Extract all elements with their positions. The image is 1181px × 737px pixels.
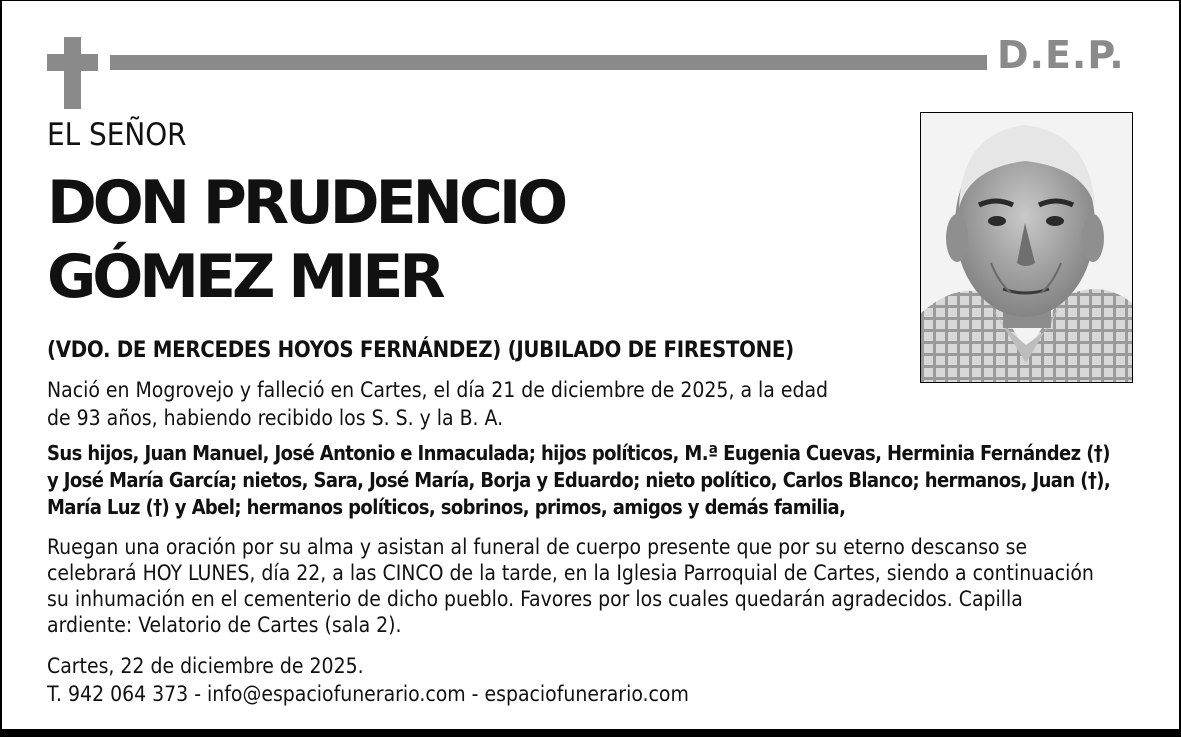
subtitle: (VDO. DE MERCEDES HOYOS FERNÁNDEZ) (JUBILADO DE FIRESTONE) <box>47 338 794 363</box>
family-paragraph <box>47 440 1147 521</box>
header-rule <box>110 55 987 70</box>
name-line: DON PRUDENCIO <box>47 168 565 238</box>
funeral-line: celebrará HOY LUNES, día 22, a las CINCO de la tarde, en la Iglesia Parroquial de Cartes, siendo a continuación <box>47 561 1094 585</box>
funeral-line: su inhumación en el cementerio de dicho pueblo. Favores por los cuales quedarán agradecidos. Capilla <box>47 587 1023 611</box>
honorific: EL SEÑOR <box>47 117 187 153</box>
family-line: y José María García; nietos, Sara, José María, Borja y Eduardo; nieto político, Carlos Blanco; hermanos, Juan (†), <box>47 468 1111 492</box>
funeral-line: Ruegan una oración por su alma y asistan al funeral de cuerpo presente que por su eterno descanso se <box>47 535 1028 559</box>
funeral-paragraph <box>47 534 1147 638</box>
contact-line: T. 942 064 373 - info@espaciofunerario.com - espaciofunerario.com <box>47 682 689 706</box>
portrait-photo <box>920 112 1133 383</box>
deceased-name <box>47 166 564 314</box>
family-line: María Luz (†) y Abel; hermanos políticos, sobrinos, primos, amigos y demás familia, <box>47 495 846 519</box>
family-line: Sus hijos, Juan Manuel, José Antonio e Inmaculada; hijos políticos, M.ª Eugenia Cuevas, Herminia Fernández (†) <box>47 441 1110 465</box>
name-line: GÓMEZ MIER <box>47 242 442 312</box>
bio-line: Nació en Mogrovejo y falleció en Cartes, el día 21 de diciembre de 2025, a la edad <box>47 378 829 402</box>
bio-line: de 93 años, habiendo recibido los S. S. y la B. A. <box>47 406 504 430</box>
dep-badge: D.E.P. <box>997 33 1125 77</box>
funeral-line: ardiente: Velatorio de Cartes (sala 2). <box>47 613 402 637</box>
place-date: Cartes, 22 de diciembre de 2025. <box>47 654 364 678</box>
bio-paragraph <box>47 376 877 432</box>
